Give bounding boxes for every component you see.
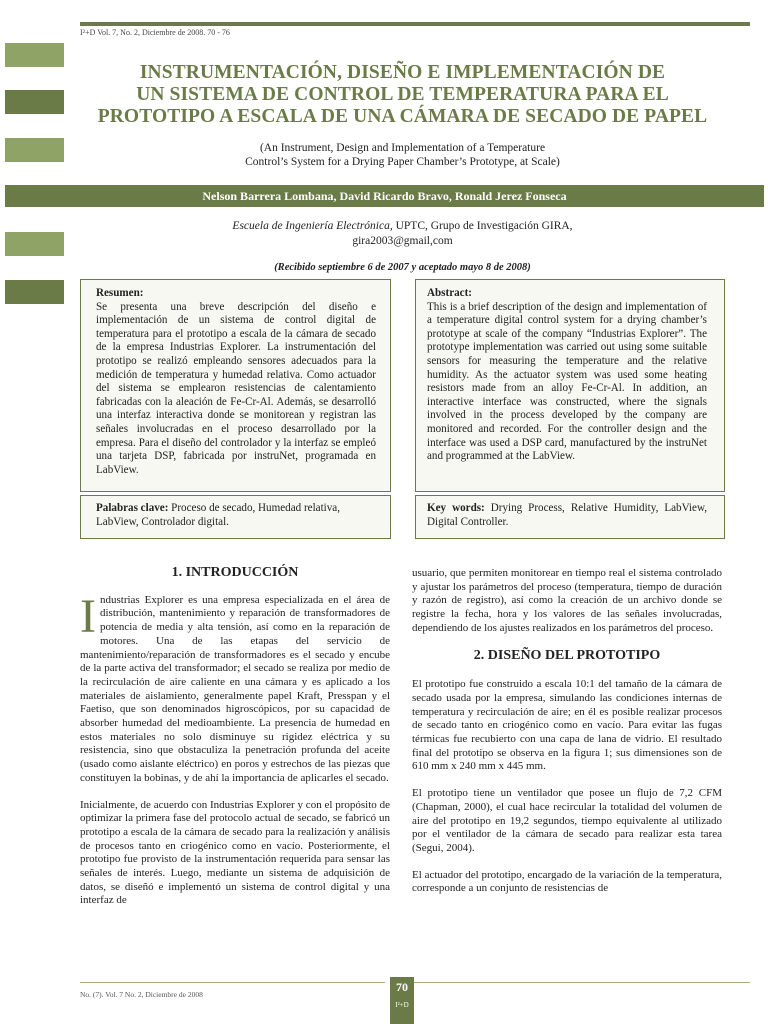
footer-rule	[80, 982, 385, 983]
section-heading-diseno: 2. DISEÑO DEL PROTOTIPO	[473, 647, 661, 663]
keywords-en-text: Drying Process, Relative Humidity, LabView, Digital Controller.	[427, 502, 708, 528]
keywords-en-heading: Key words:	[427, 502, 485, 514]
received-dates: (Recibido septiembre 6 de 2007 y aceptado mayo 8 de 2008)	[274, 262, 531, 273]
paper-subtitle	[80, 141, 725, 169]
dropcap: I	[80, 589, 96, 643]
margin-tab	[5, 90, 64, 114]
margin-tab	[5, 232, 64, 256]
intro-paragraph-2: Inicialmente, de acuerdo con Industrias Explorer y con el propósito de optimizar la primera fase del protocolo actual de secado, se fabricó un prototipo a escala de la cámara de secado para la realización y análisis de procesos tanto en criogénico como en vacío. Posteriormente, el prototipo fue provisto de la instrumentación requerida para sensar las señales de interés. Luego, mediante un sistema de adquisición de datos, se diseñó e implementó un sistema de control digital y una interfaz de	[80, 798, 390, 907]
left-column	[80, 566, 390, 921]
paper-title	[80, 62, 725, 128]
resumen-text: Se presenta una breve descripción del diseño e implementación de un sistema de control digital de temperatura para el prototipo a escala de la cámara de secado de la empresa Industrias Explorer. La instrumentación del prototipo se realizó empleando sensores adecuados para la medición de temperatura y humedad relativa. Como actuador del sistema se emplearon resistencias de calentamiento fabricadas con la aleación de Fe-Cr-Al. Además, se desarrolló una interfaz interactiva donde se monitorean y registran las señales involucradas en el proceso desarrollado por la empresa. Para el diseño del controlador y la interfaz se empleó una tarjeta DSP, fabricada por instruNet, programada en LabView.	[96, 300, 376, 476]
journal-header: I²+D Vol. 7, No. 2, Diciembre de 2008. 70 - 76	[80, 28, 230, 37]
keywords-es-heading: Palabras clave:	[96, 502, 169, 514]
title-line: PROTOTIPO A ESCALA DE UNA CÁMARA DE SECADO DE PAPEL	[97, 106, 708, 127]
page-journal-id: I²+D	[395, 1001, 409, 1009]
right-paragraph-3: El actuador del prototipo, encargado de la variación de la temperatura, corresponde a un conjunto de resistencias de	[412, 868, 722, 895]
subtitle-line: (An Instrument, Design and Implementation of a Temperature	[259, 142, 546, 154]
resumen	[96, 287, 376, 477]
top-rule	[80, 22, 750, 26]
footer-rule	[414, 982, 750, 983]
section-heading-introduccion: 1. INTRODUCCIÓN	[171, 565, 299, 580]
affiliation-email: gira2003@gmail,com	[352, 235, 453, 247]
abstract-divider	[390, 279, 416, 492]
affiliation	[80, 219, 725, 249]
keywords-en	[427, 502, 707, 529]
authors: Nelson Barrera Lombana, David Ricardo Bravo, Ronald Jerez Fonseca	[5, 185, 764, 207]
subtitle-line: Control’s System for a Drying Paper Chamber’s Prototype, at Scale)	[245, 156, 560, 168]
right-paragraph-1: El prototipo fue construido a escala 10:1 del tamaño de la cámara de secado usada por la empresa, simulando las condiciones internas de temperatura y recirculación de aire; en él es posible realizar procesos de secado tanto en criogénico como en vacío. Para evitar las fugas térmicas fue recubierto con una capa de lana de vidrio. El resultado final del prototipo se observa en la figura 1; sus dimensiones son de 610 mm x 240 mm x 445 mm.	[412, 678, 722, 773]
margin-tab	[5, 138, 64, 162]
affiliation-school: Escuela de Ingeniería Electrónica,	[232, 220, 393, 232]
intro-paragraph-1-text: ndustrias Explorer es una empresa especializada en el área de distribución, mantenimiento y reparación de transformadores de potencia de media y alta tensión, así como en la reparación de motores. Una de las etapas del servicio de mantenimiento/reparación de transformadores es el secado y encube de la parte activa del transformador; el secado se realiza por medio de la recirculación de aire caliente en una cámara y es aplicado a los materiales de aislamiento, generalmente papel Kraft, Presspan y el Faetiso, que son denominados higroscópicos, por su capacidad de absorber humedad del medioambiente. La presencia de humedad en estos materiales no solo disminuye su rigidez eléctrica y su resistencia, sino que obstaculiza la penetración profunda del aceite (usado como aislante eléctrico) en poros y estrechos de las piezas que constituyen la bobinas, y de ahí la importancia de aplicarles el secado.	[80, 593, 390, 784]
abstract-heading: Abstract:	[427, 287, 472, 299]
intro-paragraph-1	[80, 589, 390, 786]
keywords-divider	[390, 495, 416, 539]
margin-tab	[5, 280, 64, 304]
right-column	[412, 567, 722, 909]
page-number-box	[390, 977, 414, 1024]
right-paragraph-0: usuario, que permiten monitorear en tiempo real el sistema controlado y ajustar los parámetros del proceso (temperatura, tiempo de duración y razón de registro), así como la creación de un archivo donde se registre la fecha, hora y los valores de las señales involucradas, dependiendo de los ajustes realizados en los parámetros del proceso.	[412, 567, 722, 634]
keywords-es	[96, 502, 376, 529]
margin-tab	[5, 43, 64, 67]
title-line: UN SISTEMA DE CONTROL DE TEMPERATURA PARA EL	[136, 84, 669, 105]
keywords-es-text: Proceso de secado, Humedad relativa, LabView, Controlador digital.	[96, 502, 340, 528]
resumen-heading: Resumen:	[96, 287, 144, 299]
title-line: INSTRUMENTACIÓN, DISEÑO E IMPLEMENTACIÓN DE	[139, 62, 666, 83]
abstract-text: This is a brief description of the design and implementation of a temperature digital control system for a drying chamber’s prototype at scale of the company “Industrias Explorer”. The prototype implementation was carried out using some suitable sensors for measuring the temperature and the relative humidity. As the actuator system was used some heating resistors made from an alloy Fe-Cr-Al. In addition, an interactive interface was constructed, where the signals involved in the process developed by the company are monitored and recorded. For the controller design and the interface was used a DSP card, manufactured by the instruNet and programmed at the LabView.	[427, 300, 707, 463]
right-paragraph-2: El prototipo tiene un ventilador que posee un flujo de 7,2 CFM (Chapman, 2000), el cual hace recircular la totalidad del volumen de aire del prototipo en 19,2 segundos, tiempo equivalente al utilizado por el ventilador de la cámara de secado para realizar esta tarea (Segui, 2004).	[412, 787, 722, 854]
affiliation-rest: UPTC, Grupo de Investigación GIRA,	[392, 220, 573, 232]
page-number: 70	[396, 980, 408, 994]
abstract	[427, 287, 707, 464]
footer-citation: No. (7). Vol. 7 No. 2, Diciembre de 2008	[80, 990, 203, 999]
